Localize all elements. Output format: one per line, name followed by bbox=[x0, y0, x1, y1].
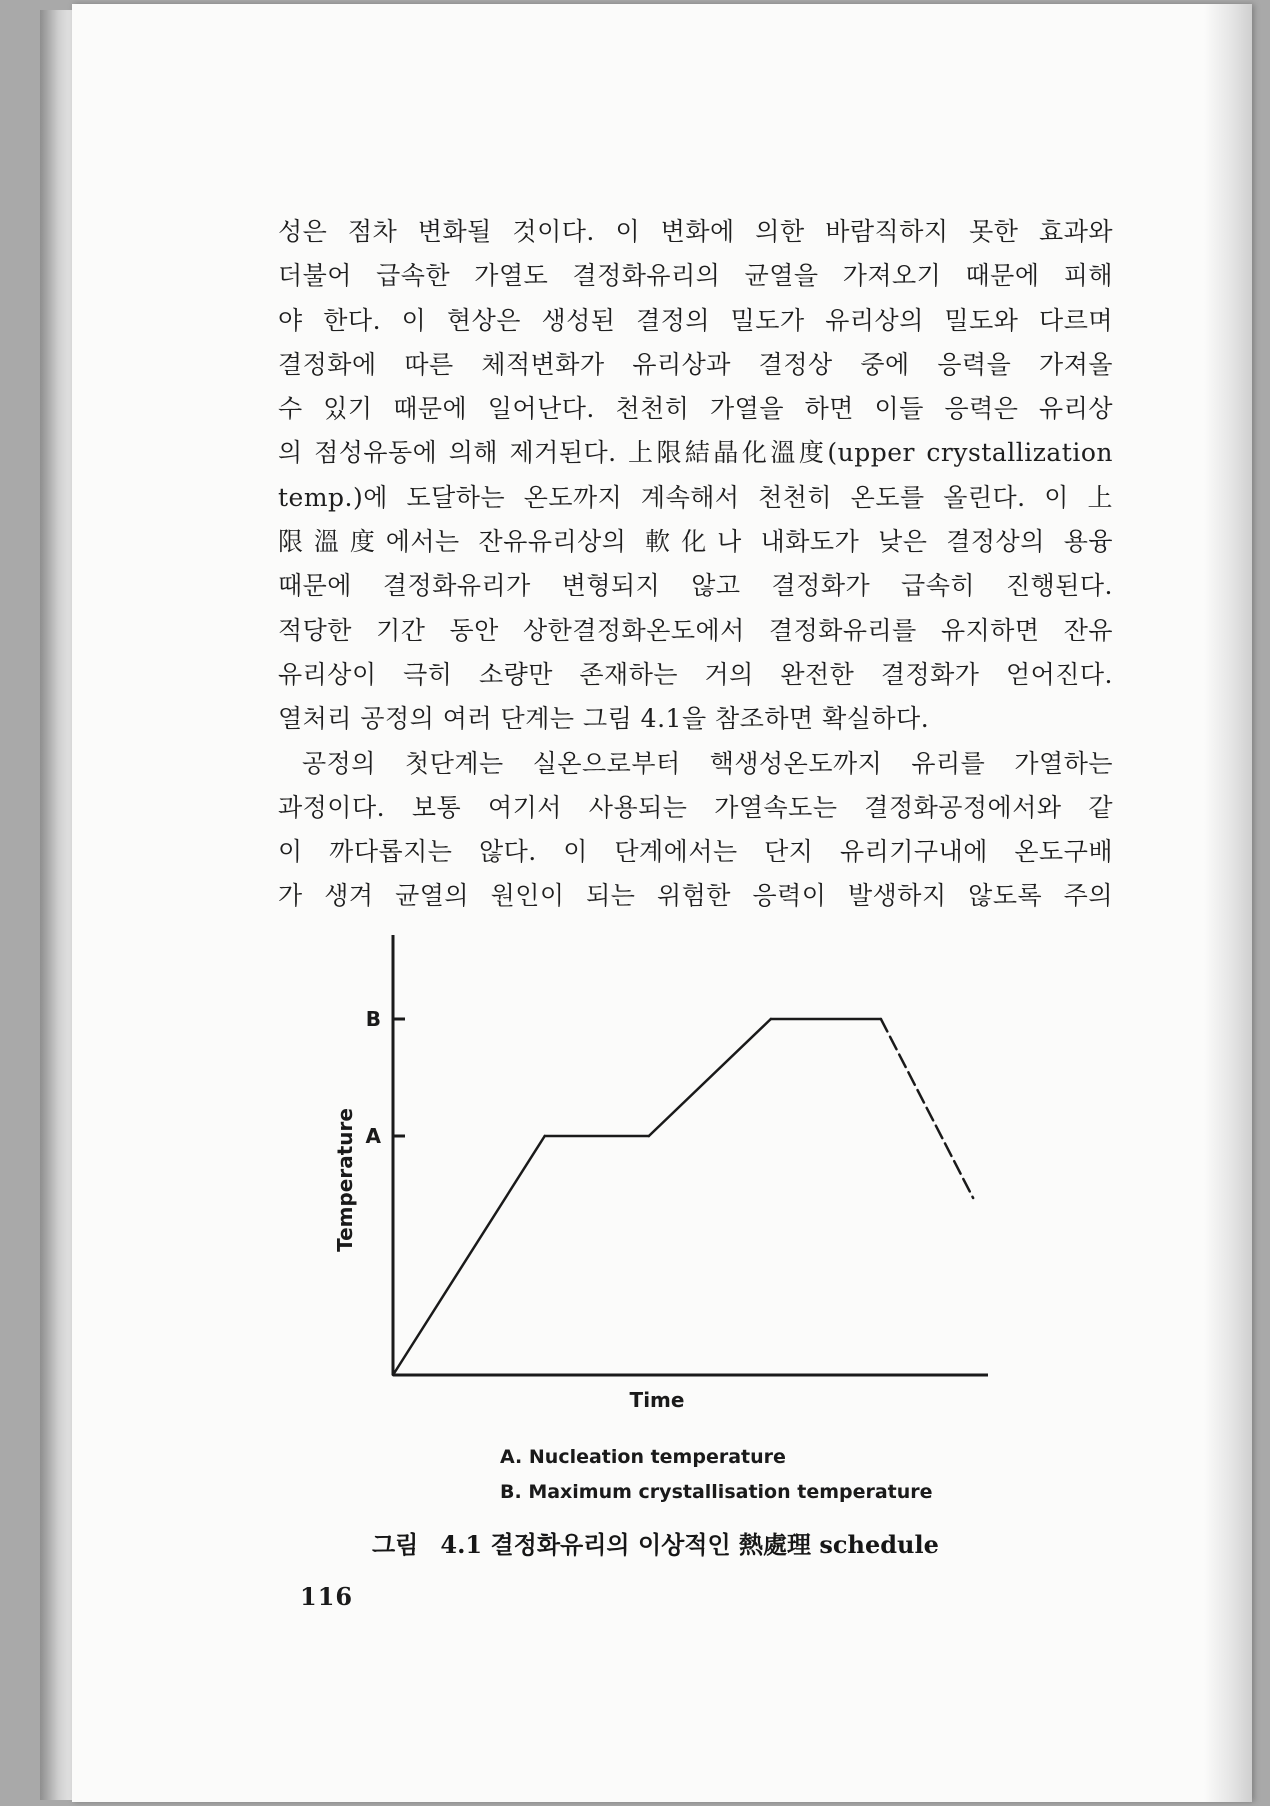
heat-treatment-figure bbox=[300, 915, 1020, 1415]
text-line: 가 생겨 균열의 원인이 되는 위험한 응력이 발생하지 않도록 주의 bbox=[278, 881, 1113, 911]
text-line: 공정의 첫단계는 실온으로부터 핵생성온도까지 유리를 가열하는 bbox=[302, 748, 1113, 778]
caption-label: 그림 bbox=[372, 1530, 419, 1559]
y-axis-label: Temperature bbox=[333, 1108, 357, 1252]
y-tick-label-b: B bbox=[365, 1007, 381, 1031]
heat-treatment-chart bbox=[300, 915, 1020, 1415]
legend-item-b: B. Maximum crystallisation temperature bbox=[500, 1481, 933, 1503]
page-edge-shadow bbox=[40, 10, 74, 1800]
text-line: 수 있기 때문에 일어난다. 천천히 가열을 하면 이들 응력은 유리상 bbox=[278, 394, 1113, 424]
text-line: 적당한 기간 동안 상한결정화온도에서 결정화유리를 유지하면 잔유 bbox=[278, 615, 1113, 645]
text-line: 유리상이 극히 소량만 존재하는 거의 완전한 결정화가 얻어진다. bbox=[278, 659, 1113, 689]
y-tick-label-a: A bbox=[365, 1124, 381, 1148]
crystallisation-heating bbox=[649, 1019, 771, 1136]
temperature-profile bbox=[393, 1019, 973, 1375]
text-line: 의 점성유동에 의해 제거된다. 上限結晶化溫度(upper crystallization bbox=[278, 438, 1113, 468]
text-line: 때문에 결정화유리가 변형되지 않고 결정화가 급속히 진행된다. bbox=[278, 571, 1113, 601]
body-text bbox=[278, 210, 1113, 919]
legend-item-a: A. Nucleation temperature bbox=[500, 1446, 786, 1468]
text-line: temp.)에 도달하는 온도까지 계속해서 천천히 온도를 올린다. 이 上 bbox=[278, 482, 1113, 512]
page-binding-edge bbox=[1204, 4, 1252, 1802]
page-number: 116 bbox=[300, 1582, 354, 1611]
text-line: 과정이다. 보통 여기서 사용되는 가열속도는 결정화공정에서와 같 bbox=[278, 792, 1113, 822]
cooling-segment bbox=[881, 1019, 973, 1198]
text-line: 야 한다. 이 현상은 생성된 결정의 밀도가 유리상의 밀도와 다르며 bbox=[278, 305, 1113, 335]
text-line: 성은 점차 변화될 것이다. 이 변화에 의한 바람직하지 못한 효과와 bbox=[278, 217, 1113, 246]
text-line: 더불어 급속한 가열도 결정화유리의 균열을 가져오기 때문에 피해 bbox=[278, 261, 1113, 291]
heating-segment bbox=[393, 1136, 545, 1375]
x-axis-label: Time bbox=[629, 1388, 685, 1412]
y-ticks bbox=[366, 1007, 405, 1148]
figure-legend bbox=[500, 1440, 933, 1510]
caption-text: 4.1 결정화유리의 이상적인 熱處理 schedule bbox=[440, 1530, 939, 1559]
text-line: 열처리 공정의 여러 단계는 그림 4.1을 참조하면 확실하다. bbox=[278, 704, 930, 734]
text-line: 결정화에 따른 체적변화가 유리상과 결정상 중에 응력을 가져올 bbox=[278, 349, 1113, 379]
figure-caption bbox=[372, 1525, 992, 1560]
text-line: 이 까다롭지는 않다. 이 단계에서는 단지 유리기구내에 온도구배 bbox=[278, 837, 1113, 867]
text-line: 限溫度에서는 잔유유리상의 軟化나 내화도가 낮은 결정상의 용융 bbox=[278, 527, 1113, 557]
